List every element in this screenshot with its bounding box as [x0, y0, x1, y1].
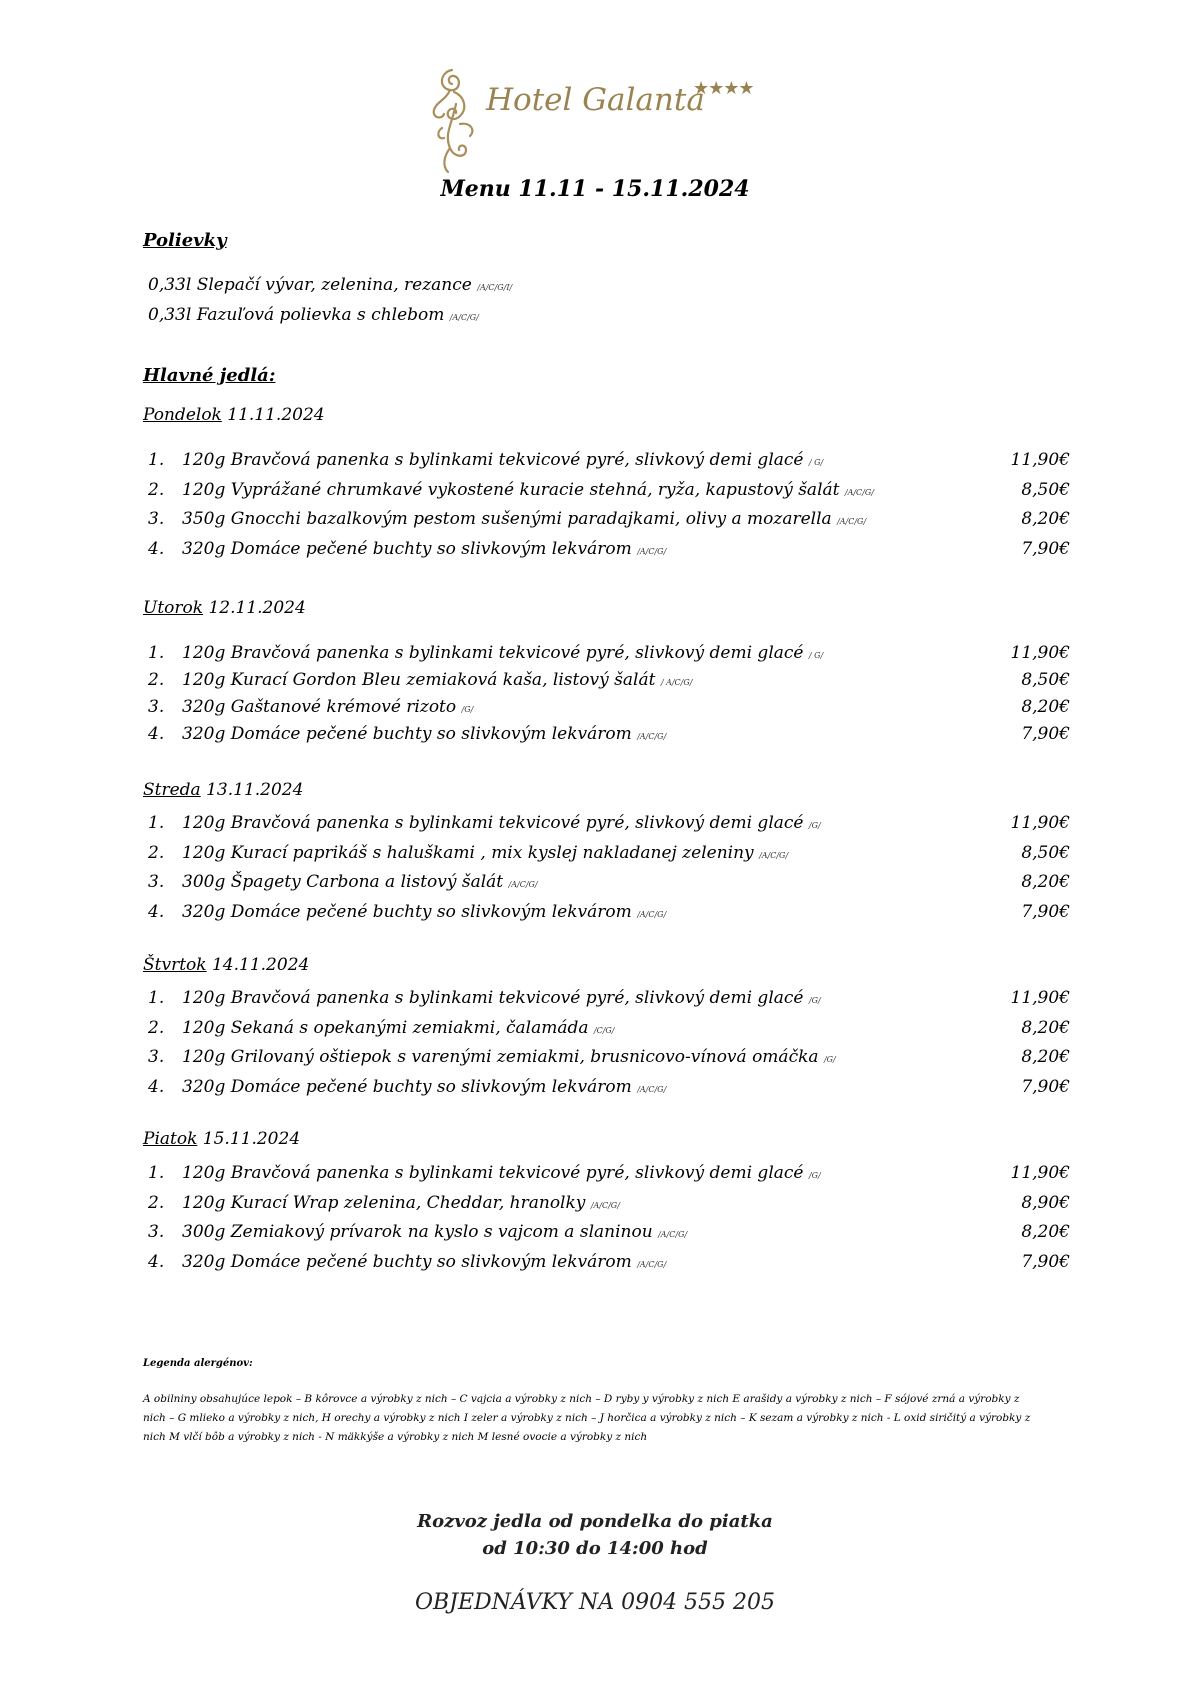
menu-item — [148, 670, 1070, 694]
hotel-name: Hotel Galanta — [486, 82, 705, 118]
item-description — [182, 1222, 687, 1242]
item-allergens: / A/C/G/ — [660, 678, 693, 687]
day-title — [143, 955, 309, 975]
day-date: 11.11.2024 — [227, 405, 325, 425]
serving-line-1: Rozvoz jedla od pondelka do piatka — [417, 1511, 773, 1532]
item-allergens: /A/C/G/ — [590, 1200, 620, 1210]
item-text: 120g Kurací paprikáš s haluškami , mix kyslej nakladanej zeleniny — [182, 842, 754, 863]
item-number: 1. — [148, 450, 165, 470]
hotel-stars: ★★★★ — [693, 78, 754, 99]
item-text: 120g Bravčová panenka s bylinkami tekvicové pyré, slivkový demi glacé — [182, 450, 804, 470]
serving-info — [0, 1508, 1190, 1562]
item-description — [182, 902, 666, 922]
item-allergens: /A/C/G/ — [637, 546, 667, 556]
menu-item — [148, 843, 1070, 867]
item-description — [182, 988, 821, 1008]
item-description — [182, 1252, 666, 1272]
day-name: Štvrtok — [143, 955, 207, 975]
day-date: 14.11.2024 — [211, 955, 310, 975]
item-text: 120g Kurací Gordon Bleu zemiaková kaša, listový šalát — [182, 670, 656, 690]
item-text: 120g Bravčová panenka s bylinkami tekvicové pyré, slivkový demi glacé — [182, 813, 804, 833]
item-number: 2. — [148, 1192, 165, 1213]
menu-item — [148, 697, 1070, 721]
item-number: 4. — [148, 1076, 165, 1097]
menu-item — [148, 724, 1070, 748]
item-price: 11,90€ — [1010, 1163, 1070, 1183]
soup-allergens: /A/C/G/ — [449, 313, 479, 322]
item-price: 7,90€ — [1021, 1251, 1070, 1272]
item-allergens: /G/ — [808, 821, 821, 830]
item-number: 3. — [148, 1047, 165, 1067]
item-allergens: /A/C/G/ — [844, 487, 874, 497]
item-number: 2. — [148, 479, 165, 500]
item-price: 7,90€ — [1021, 901, 1070, 922]
item-text: 320g Domáce pečené buchty so slivkovým lekvárom — [182, 724, 632, 744]
item-price: 7,90€ — [1021, 538, 1070, 559]
item-description — [182, 670, 692, 690]
item-price: 11,90€ — [1010, 643, 1070, 663]
item-price: 8,20€ — [1021, 509, 1070, 529]
day-name: Streda — [143, 780, 201, 800]
item-description — [182, 872, 538, 892]
soups-heading: Polievky — [143, 230, 227, 251]
menu-item — [148, 902, 1070, 926]
item-allergens: /G/ — [823, 1055, 836, 1064]
item-price: 8,20€ — [1021, 872, 1070, 892]
item-allergens: /A/C/G/ — [637, 1259, 667, 1269]
day-title — [143, 598, 306, 618]
menu-item — [148, 1163, 1070, 1187]
menu-item — [148, 539, 1070, 563]
mains-heading: Hlavné jedlá: — [143, 365, 276, 386]
item-price: 7,90€ — [1021, 1076, 1070, 1097]
soup-text: 0,33l Fazuľová polievka s chlebom — [148, 305, 445, 325]
item-price: 8,50€ — [1021, 670, 1070, 690]
item-allergens: /A/C/G/ — [658, 1230, 688, 1239]
item-allergens: /A/C/G/ — [637, 909, 667, 919]
legend-text: A obilniny obsahujúce lepok – B kôrovce a výrobky z nich – C vajcia a výrobky z nich – D ryby y výrobky z nich E arašidy a výrobky z nich – F sójové zrná a výrobky z nich – G mlieko a výrobky z nich, H orechy a výrobky z nich I zeler a výrobky z nich – J horčica a výrobky z nich – K sezam a výrobky z nich - L oxid siričitý a výrobky z nich M vlčí bôb a výrobky z nich - N mäkkýše a výrobky z nich M lesné ovocie a výrobky z nich — [143, 1393, 1031, 1443]
item-text: 300g Špagety Carbona a listový šalát — [182, 872, 504, 892]
item-number: 2. — [148, 1017, 165, 1038]
soup-text: 0,33l Slepačí vývar, zelenina, rezance — [148, 275, 472, 295]
item-description — [182, 1077, 666, 1097]
item-number: 1. — [148, 813, 165, 833]
item-price: 7,90€ — [1021, 724, 1070, 744]
menu-item — [148, 509, 1070, 533]
item-text: 320g Domáce pečené buchty so slivkovým lekvárom — [182, 901, 632, 922]
menu-item — [148, 813, 1070, 837]
item-allergens: /A/C/G/ — [637, 732, 667, 741]
item-allergens: / G/ — [808, 458, 824, 467]
item-allergens: /G/ — [808, 996, 821, 1005]
menu-item — [148, 1222, 1070, 1246]
item-description — [182, 1018, 615, 1038]
item-text: 120g Sekaná s opekanými zemiakmi, čalamáda — [182, 1017, 589, 1038]
item-text: 320g Gaštanové krémové rizoto — [182, 697, 457, 717]
item-number: 2. — [148, 670, 165, 690]
day-date: 12.11.2024 — [208, 598, 306, 618]
item-description — [182, 1047, 836, 1067]
item-description — [182, 843, 788, 863]
item-price: 8,90€ — [1021, 1192, 1070, 1213]
item-price: 8,50€ — [1021, 479, 1070, 500]
item-price: 8,20€ — [1021, 697, 1070, 717]
item-allergens: / G/ — [808, 651, 824, 660]
item-price: 11,90€ — [1010, 450, 1070, 470]
item-allergens: /C/G/ — [593, 1025, 615, 1035]
item-number: 1. — [148, 988, 165, 1008]
day-date: 13.11.2024 — [206, 780, 304, 800]
soup-allergens: /A/C/G/I/ — [477, 283, 513, 292]
day-title — [143, 405, 325, 425]
item-description — [182, 1163, 821, 1183]
serving-line-2: od 10:30 do 14:00 hod — [482, 1538, 708, 1559]
day-date: 15.11.2024 — [202, 1129, 301, 1149]
item-price: 8,20€ — [1021, 1222, 1070, 1242]
item-price: 11,90€ — [1010, 988, 1070, 1008]
menu-item — [148, 1018, 1070, 1042]
day-title — [143, 1129, 300, 1149]
item-allergens: /G/ — [808, 1171, 821, 1180]
menu-item — [148, 988, 1070, 1012]
item-number: 3. — [148, 509, 165, 529]
menu-item — [148, 1252, 1070, 1276]
item-number: 3. — [148, 697, 165, 717]
item-number: 4. — [148, 538, 165, 559]
item-description — [182, 1193, 620, 1213]
item-number: 1. — [148, 643, 165, 663]
item-text: 120g Bravčová panenka s bylinkami tekvicové pyré, slivkový demi glacé — [182, 988, 804, 1008]
menu-item — [148, 1077, 1070, 1101]
item-allergens: /A/C/G/ — [508, 880, 538, 889]
item-description — [182, 724, 666, 744]
menu-item — [148, 1047, 1070, 1071]
menu-title: Menu 11.11 - 15.11.2024 — [440, 176, 750, 202]
menu-item — [148, 450, 1070, 474]
item-description — [182, 813, 821, 833]
menu-item — [148, 872, 1070, 896]
hotel-logo — [430, 64, 770, 176]
day-name: Piatok — [143, 1129, 198, 1149]
soup-item — [148, 305, 479, 325]
item-text: 120g Bravčová panenka s bylinkami tekvicové pyré, slivkový demi glacé — [182, 1163, 804, 1183]
menu-item — [148, 480, 1070, 504]
item-number: 4. — [148, 1251, 165, 1272]
item-number: 3. — [148, 872, 165, 892]
item-text: 300g Zemiakový prívarok na kyslo s vajcom a slaninou — [182, 1222, 653, 1242]
item-price: 8,20€ — [1021, 1017, 1070, 1038]
item-price: 8,20€ — [1021, 1047, 1070, 1067]
item-description — [182, 697, 473, 717]
item-allergens: /A/C/G/ — [637, 1084, 667, 1094]
item-text: 320g Domáce pečené buchty so slivkovým lekvárom — [182, 1251, 632, 1272]
item-description — [182, 509, 866, 529]
item-text: 320g Domáce pečené buchty so slivkovým lekvárom — [182, 1076, 632, 1097]
item-text: 120g Kurací Wrap zelenina, Cheddar, hranolky — [182, 1192, 586, 1213]
item-price: 8,50€ — [1021, 842, 1070, 863]
item-text: 120g Grilovaný oštiepok s varenými zemiakmi, brusnicovo-vínová omáčka — [182, 1047, 819, 1067]
orders-phone: OBJEDNÁVKY NA 0904 555 205 — [414, 1590, 776, 1615]
item-text: 120g Vyprážané chrumkavé vykostené kuracie stehná, ryža, kapustový šalát — [182, 479, 840, 500]
item-number: 3. — [148, 1222, 165, 1242]
item-number: 2. — [148, 842, 165, 863]
item-description — [182, 643, 823, 663]
soup-item — [148, 275, 512, 295]
day-name: Utorok — [143, 598, 204, 618]
ornament-icon — [430, 64, 490, 176]
item-text: 320g Domáce pečené buchty so slivkovým lekvárom — [182, 538, 632, 559]
item-number: 4. — [148, 901, 165, 922]
item-description — [182, 450, 823, 470]
menu-item — [148, 643, 1070, 667]
day-name: Pondelok — [143, 405, 222, 425]
item-description — [182, 480, 874, 500]
item-description — [182, 539, 666, 559]
item-text: 350g Gnocchi bazalkovým pestom sušenými paradajkami, olivy a mozarella — [182, 509, 832, 529]
item-number: 4. — [148, 724, 165, 744]
day-title — [143, 780, 303, 800]
menu-item — [148, 1193, 1070, 1217]
item-price: 11,90€ — [1010, 813, 1070, 833]
item-allergens: /G/ — [461, 705, 474, 714]
item-allergens: /A/C/G/ — [837, 517, 867, 526]
item-allergens: /A/C/G/ — [759, 850, 789, 860]
legend-title: Legenda alergénov: — [143, 1358, 253, 1369]
item-number: 1. — [148, 1163, 165, 1183]
item-text: 120g Bravčová panenka s bylinkami tekvicové pyré, slivkový demi glacé — [182, 643, 804, 663]
